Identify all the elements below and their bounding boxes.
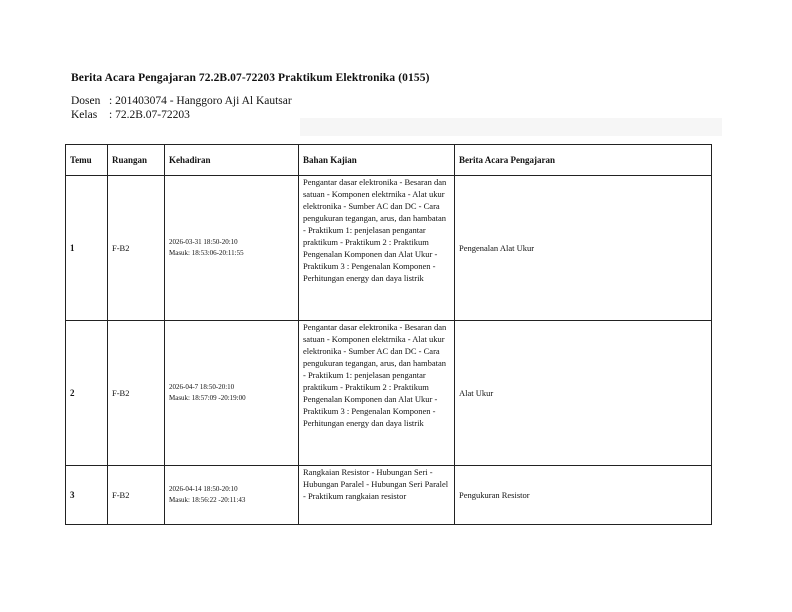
kehadiran-jadwal: 2026-03-31 18:50-20:10 [169, 238, 238, 246]
header-kehadiran: Kehadiran [165, 145, 299, 176]
cell-kehadiran [165, 176, 299, 321]
kehadiran-masuk: Masuk: 18:53:06-20:11:55 [169, 249, 244, 257]
kelas-value: : 72.2B.07-72203 [109, 109, 190, 121]
cell-kehadiran [165, 321, 299, 466]
table-row [66, 176, 712, 321]
cell-ruangan: F-B2 [108, 466, 165, 525]
cell-berita-acara: Alat Ukur [455, 321, 712, 466]
dosen-value: : 201403074 - Hanggoro Aji Al Kautsar [109, 95, 292, 107]
cell-temu: 3 [66, 466, 108, 525]
cell-bahan-kajian: Pengantar dasar elektronika - Besaran dan satuan - Komponen elektrnika - Alat ukur elektronika - Sumber AC dan DC - Cara pengukuran tegangan, arus, dan hambatan - Praktikum 1: penjelasan pengantar praktikum - Praktikum 2 : Praktikum Pengenalan Komponen dan Alat Ukur - Praktikum 3 : Pengenalan Komponen - Perhitungan energy dan daya listrik [299, 176, 455, 321]
cell-kehadiran [165, 466, 299, 525]
header-berita-acara: Berita Acara Pengajaran [455, 145, 712, 176]
header-bahan-kajian: Bahan Kajian [299, 145, 455, 176]
kelas-label: Kelas [71, 109, 98, 121]
header-temu: Temu [66, 145, 108, 176]
cell-bahan-kajian: Rangkaian Resistor - Hubungan Seri - Hubungan Paralel - Hubungan Seri Paralel - Praktikum rangkaian resistor [299, 466, 455, 525]
cell-ruangan: F-B2 [108, 321, 165, 466]
cell-ruangan: F-B2 [108, 176, 165, 321]
table-row [66, 466, 712, 525]
header-shading [300, 118, 722, 136]
kehadiran-masuk: Masuk: 18:56:22 -20:11:43 [169, 496, 246, 504]
table-header-row [66, 145, 712, 176]
cell-temu: 2 [66, 321, 108, 466]
header-ruangan: Ruangan [108, 145, 165, 176]
kehadiran-jadwal: 2026-04-7 18:50-20:10 [169, 383, 235, 391]
kehadiran-masuk: Masuk: 18:57:09 -20:19:00 [169, 394, 246, 402]
kehadiran-jadwal: 2026-04-14 18:50-20:10 [169, 485, 238, 493]
cell-temu: 1 [66, 176, 108, 321]
cell-berita-acara: Pengukuran Resistor [455, 466, 712, 525]
dosen-label: Dosen [71, 95, 101, 107]
kelas-line [71, 109, 190, 121]
cell-berita-acara: Pengenalan Alat Ukur [455, 176, 712, 321]
document-title: Berita Acara Pengajaran 72.2B.07-72203 Praktikum Elektronika (0155) [71, 72, 430, 84]
table-row [66, 321, 712, 466]
berita-acara-table [65, 144, 712, 525]
cell-bahan-kajian: Pengantar dasar elektronika - Besaran dan satuan - Komponen elektrnika - Alat ukur elektronika - Sumber AC dan DC - Cara pengukuran tegangan, arus, dan hambatan - Praktikum 1: penjelasan pengantar praktikum - Praktikum 2 : Praktikum Pengenalan Komponen dan Alat Ukur - Praktikum 3 : Pengenalan Komponen - Perhitungan energy dan daya listrik [299, 321, 455, 466]
dosen-line [71, 95, 292, 107]
